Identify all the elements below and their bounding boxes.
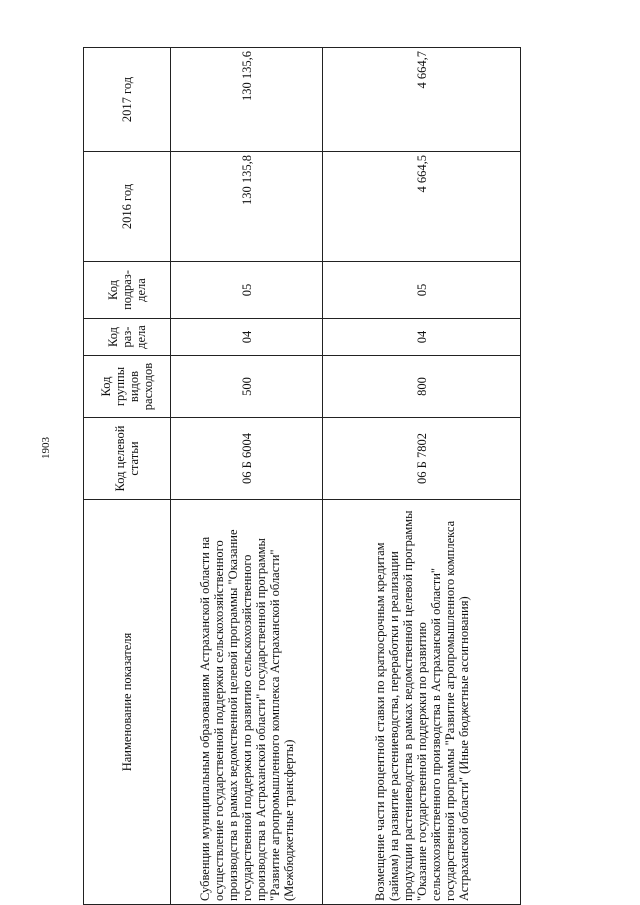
rotated-table-container (83, 48, 520, 905)
table-header-row (84, 48, 171, 905)
row-name: Возмещение части процентной ставки по краткосрочным кредитам (займам) на развитие растениеводства, переработки и реализации продукции растениеводства в рамках ведомственной целевой программы "Оказание государственной поддержки по развитию сельскохозяйственного производства в Астраханской области" государственной программы "Развитие агропромышленного комплекса Астраханской области" (Иные бюджетные ассигнования) (323, 500, 521, 905)
rotated-table-area (83, 48, 520, 905)
row-section-code: 04 (171, 319, 323, 356)
row-amount-2017: 4 664,7 (323, 48, 521, 152)
header-year-2016: 2016 год (84, 152, 171, 262)
header-subsection-code: Код подраз-дела (84, 262, 171, 319)
table-row (323, 48, 521, 905)
row-subsection-code: 05 (323, 262, 521, 319)
row-expense-group-code: 500 (171, 356, 323, 418)
header-year-2017: 2017 год (84, 48, 171, 152)
table-row (171, 48, 323, 905)
budget-table (83, 47, 521, 905)
page-number: 1903 (40, 437, 52, 459)
header-target-code: Код целевой статьи (84, 418, 171, 500)
row-subsection-code: 05 (171, 262, 323, 319)
row-name: Субвенции муниципальным образованиям Астраханской области на осуществление государственной поддержки сельскохозяйственного производства в рамках ведомственной целевой программы "Оказание государственной поддержки по развитию сельскохозяйственного производства в Астраханской области" государственной программы "Развитие агропромышленного комплекса Астраханской области" (Межбюджетные трансферты) (171, 500, 323, 905)
row-target-code: 06 Б 6004 (171, 418, 323, 500)
row-amount-2016: 130 135,8 (171, 152, 323, 262)
row-target-code: 06 Б 7802 (323, 418, 521, 500)
row-amount-2016: 4 664,5 (323, 152, 521, 262)
row-expense-group-code: 800 (323, 356, 521, 418)
row-section-code: 04 (323, 319, 521, 356)
row-amount-2017: 130 135,6 (171, 48, 323, 152)
header-expense-group-code: Код группы видов расходов (84, 356, 171, 418)
header-section-code: Код раз-дела (84, 319, 171, 356)
header-name: Наименование показателя (84, 500, 171, 905)
